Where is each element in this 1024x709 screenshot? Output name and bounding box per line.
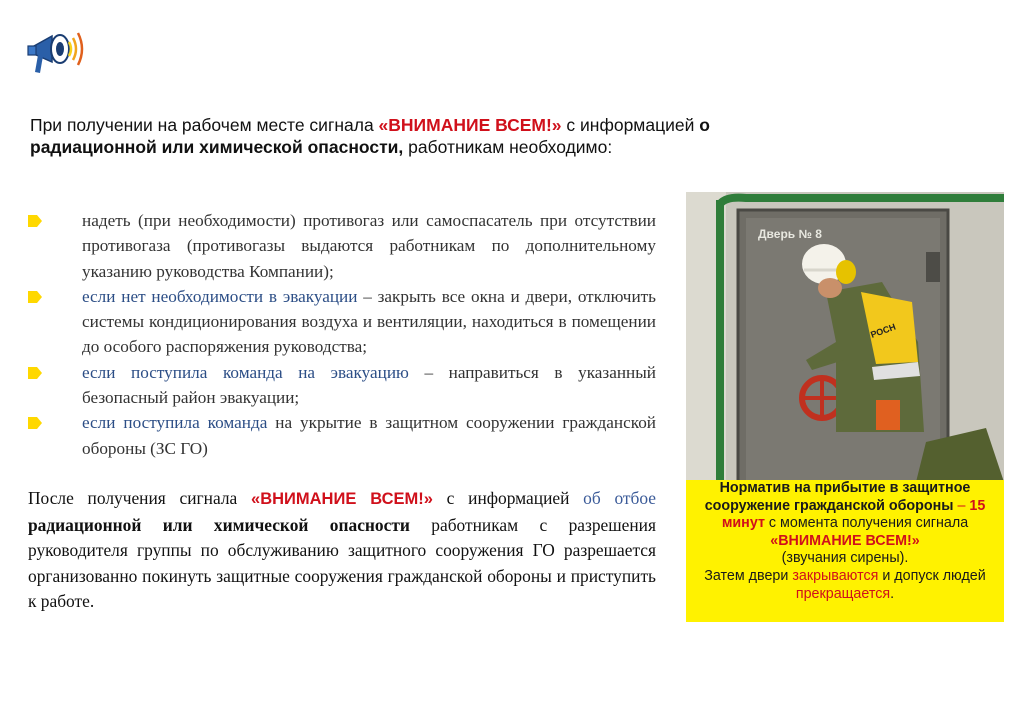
bullet-text: на укрытие в защитном сооружении гражданской обороны (ЗС ГО) [82, 413, 656, 458]
door-sign: Дверь № 8 [758, 227, 822, 241]
after-text-3: работникам с разрешения руководителя группы по обслуживанию защитного сооружения ГО разрешается организованно покинуть защитные сооружения гражданской обороны и приступить к работе. [28, 514, 656, 611]
bullet-item [24, 284, 656, 360]
intro-signal: «ВНИМАНИЕ ВСЕМ!» [378, 115, 562, 135]
bullet-text: надеть (при необходимости) противогаз или самоспасатель при отсутствии противогаза (противогазы выдаются работникам по дополнительному указанию руководства Компании); [82, 211, 656, 281]
uniform-logo: РОСН [869, 321, 898, 340]
bullet-text: – закрыть все окна и двери, отключить системы кондиционирования воздуха и вентиляции, находиться в помещении до особого распоряжения руководства; [82, 286, 656, 357]
bullet-item [24, 208, 656, 284]
megaphone-icon [24, 22, 90, 78]
yellow-bullet-icon [28, 215, 42, 227]
bullet-item [24, 360, 656, 411]
after-signal: «ВНИМАНИЕ ВСЕМ!» [251, 490, 433, 508]
bullet-text: – направиться в указанный безопасный район эвакуации; [82, 362, 656, 408]
intro-danger: радиационной или химической опасности, [30, 137, 404, 157]
bullet-highlight: если нет необходимости в эвакуации [82, 286, 358, 306]
after-bold: радиационной или химической опасности [28, 514, 410, 535]
norm-line3: (звучания сирены). [781, 550, 909, 567]
intro-text-1: При получении на рабочем месте сигнала [30, 115, 379, 135]
bullet-list [24, 208, 656, 461]
bullet-highlight: если поступила команда на эвакуацию [82, 362, 409, 382]
norm-minutes: 15 минут [721, 497, 986, 532]
norm-signal: «ВНИМАНИЕ ВСЕМ!» [770, 532, 920, 549]
norm-closed: закрываются [792, 567, 879, 584]
after-blue: об отбое [583, 488, 656, 508]
norm-stopped: прекращается [795, 585, 891, 602]
shelter-door-photo [686, 192, 1004, 482]
yellow-bullet-icon [28, 417, 42, 429]
norm-line4b: и допуск людей [878, 567, 986, 584]
after-paragraph [28, 486, 656, 615]
bullet-highlight: если поступила команда [82, 413, 268, 433]
norm-box [686, 480, 1004, 622]
after-text-1: После получения сигнала [28, 488, 252, 508]
norm-line4a: Затем двери [704, 567, 793, 584]
intro-text-3: работникам необходимо: [403, 137, 613, 157]
yellow-bullet-icon [28, 291, 42, 303]
intro-bold-o: о [699, 115, 710, 135]
intro-paragraph [30, 114, 1005, 158]
norm-title: Норматив на прибытие в защитное сооружение гражданской обороны [704, 480, 971, 514]
after-text-2: с информацией [432, 488, 584, 508]
norm-dot: . [890, 585, 895, 602]
yellow-bullet-icon [28, 367, 42, 379]
norm-line2: с момента получения сигнала [764, 515, 969, 532]
norm-dash: – [953, 497, 970, 514]
intro-text-2: с информацией [561, 115, 700, 135]
bullet-item [24, 410, 656, 461]
